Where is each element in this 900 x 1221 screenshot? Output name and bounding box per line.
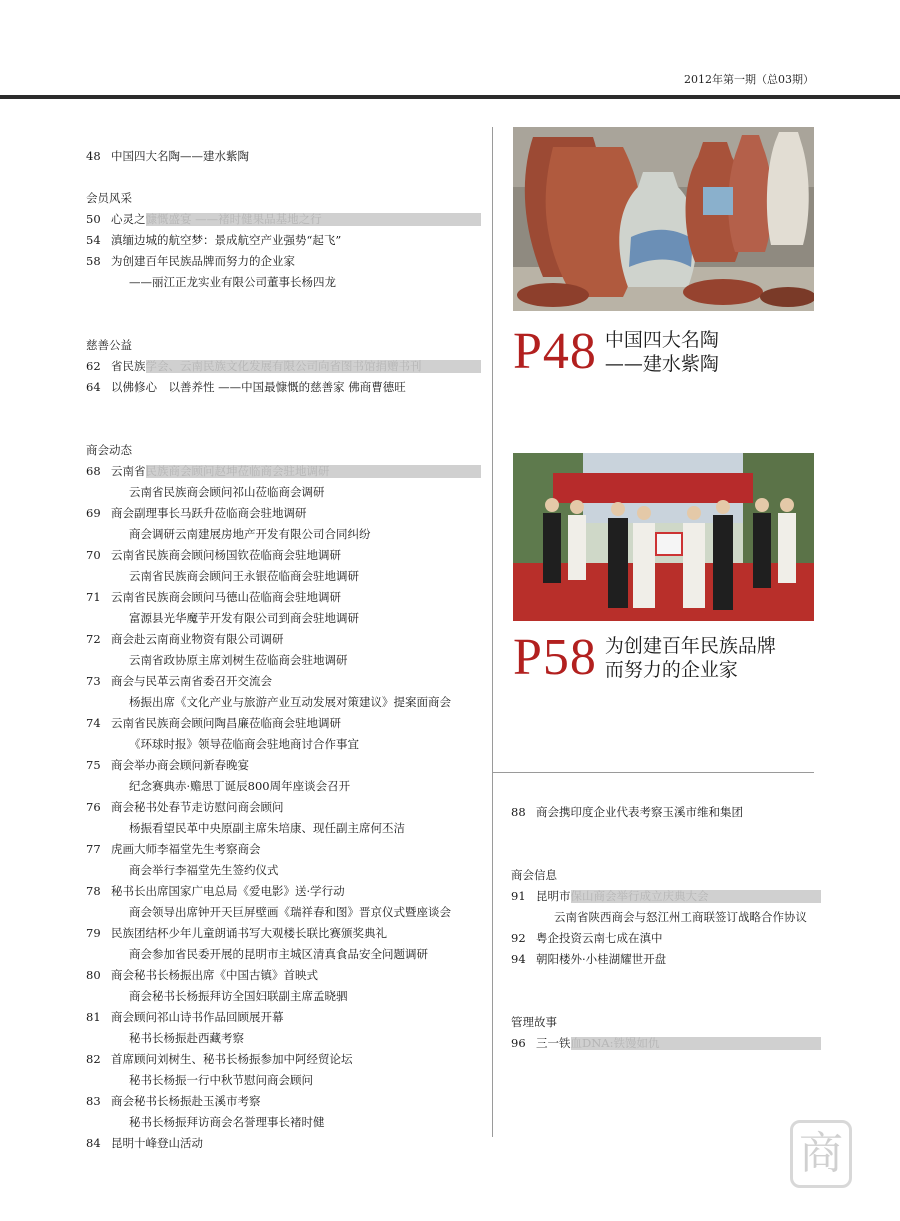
toc-page-number: 83 bbox=[86, 1094, 101, 1108]
toc-entry[interactable] bbox=[86, 377, 481, 398]
toc-page-number: 71 bbox=[86, 590, 101, 604]
feature-page-number: P48 bbox=[513, 323, 597, 380]
toc-page-number: 72 bbox=[86, 632, 101, 646]
toc-subentry[interactable]: 商会领导出席钟开天巨屏壁画《瑞祥春和图》晋京仪式暨座谈会 bbox=[129, 905, 451, 919]
toc-entry-title: 朝阳楼外·小桂湖耀世开盘 bbox=[536, 952, 667, 966]
toc-page-number: 91 bbox=[511, 889, 526, 903]
toc-entry-title: 粤企投资云南七成在滇中 bbox=[536, 931, 663, 945]
feature-title-line2: 而努力的企业家 bbox=[604, 659, 738, 681]
toc-subentry[interactable]: 富源县光华魔芋开发有限公司到商会驻地调研 bbox=[129, 611, 359, 625]
toc-entry[interactable] bbox=[86, 146, 481, 167]
toc-left-column bbox=[86, 146, 481, 1154]
toc-subentry[interactable]: 秘书长杨振赴西藏考察 bbox=[129, 1031, 244, 1045]
toc-page-number: 54 bbox=[86, 233, 101, 247]
toc-entry-title: 商会副理事长马跃升莅临商会驻地调研 bbox=[111, 506, 307, 520]
toc-spacer bbox=[86, 293, 481, 314]
toc-entry[interactable] bbox=[86, 1049, 481, 1070]
toc-page-number: 96 bbox=[511, 1036, 526, 1050]
toc-entry[interactable] bbox=[86, 209, 481, 230]
toc-subentry[interactable]: ——丽江正龙实业有限公司董事长杨四龙 bbox=[129, 275, 336, 289]
toc-page-number: 81 bbox=[86, 1010, 101, 1024]
toc-section-heading: 慈善公益 bbox=[86, 338, 132, 352]
obscured-text: 学会、云南民族文化发展有限公司向省图书馆捐赠书刊 bbox=[145, 359, 422, 373]
toc-page-number: 73 bbox=[86, 674, 101, 688]
toc-entry[interactable] bbox=[511, 949, 821, 970]
toc-page-number: 79 bbox=[86, 926, 101, 940]
toc-section-heading: 商会信息 bbox=[511, 868, 557, 882]
toc-entry[interactable] bbox=[86, 230, 481, 251]
toc-entry-title: 商会携印度企业代表考察玉溪市维和集团 bbox=[536, 805, 743, 819]
toc-subentry[interactable]: 云南省民族商会顾问祁山莅临商会调研 bbox=[129, 485, 325, 499]
toc-entry-title: 商会秘书长杨振出席《中国古镇》首映式 bbox=[111, 968, 318, 982]
toc-entry[interactable] bbox=[86, 839, 481, 860]
group-photo bbox=[513, 453, 814, 621]
toc-entry-title: 首席顾问刘树生、秘书长杨振参加中阿经贸论坛 bbox=[111, 1052, 353, 1066]
feature-p48[interactable] bbox=[513, 323, 719, 380]
toc-entry-title: 心灵之 bbox=[111, 212, 146, 226]
toc-entry[interactable] bbox=[86, 356, 481, 377]
toc-page-number: 77 bbox=[86, 842, 101, 856]
toc-entry[interactable] bbox=[86, 545, 481, 566]
toc-spacer bbox=[511, 823, 821, 844]
toc-entry[interactable] bbox=[86, 1091, 481, 1112]
toc-page-number: 70 bbox=[86, 548, 101, 562]
toc-subentry[interactable]: 秘书长杨振一行中秋节慰问商会顾问 bbox=[129, 1073, 313, 1087]
toc-page-number: 78 bbox=[86, 884, 101, 898]
pottery-photo bbox=[513, 127, 814, 311]
toc-right-column bbox=[511, 802, 821, 1054]
toc-spacer bbox=[86, 398, 481, 419]
toc-page-number: 94 bbox=[511, 952, 526, 966]
toc-subentry[interactable]: 云南省陕西商会与怒江州工商联签订战略合作协议 bbox=[554, 910, 807, 924]
toc-spacer bbox=[511, 970, 821, 991]
toc-entry-title: 虎画大师李福堂先生考察商会 bbox=[111, 842, 261, 856]
obscured-text: 保山商会举行成立庆典大会 bbox=[570, 889, 709, 903]
toc-entry-title: 商会秘书处春节走访慰问商会顾问 bbox=[111, 800, 284, 814]
toc-entry-title-obscured bbox=[146, 356, 482, 377]
toc-entry[interactable] bbox=[511, 802, 821, 823]
feature-p58[interactable] bbox=[513, 629, 776, 686]
toc-page-number: 64 bbox=[86, 380, 101, 394]
toc-entry-title: 省民族 bbox=[111, 359, 146, 373]
toc-subentry[interactable]: 纪念赛典赤·赡思丁诞辰800周年座谈会召开 bbox=[129, 779, 351, 793]
toc-subentry[interactable]: 商会参加省民委开展的昆明市主城区清真食品安全问题调研 bbox=[129, 947, 428, 961]
toc-page-number: 48 bbox=[86, 149, 101, 163]
toc-entry[interactable] bbox=[86, 587, 481, 608]
toc-page-number: 62 bbox=[86, 359, 101, 373]
chamber-seal-logo bbox=[790, 1120, 852, 1188]
toc-page-number: 92 bbox=[511, 931, 526, 945]
toc-entry-title: 昆明十峰登山活动 bbox=[111, 1136, 203, 1150]
toc-entry[interactable] bbox=[86, 965, 481, 986]
toc-entry[interactable] bbox=[86, 629, 481, 650]
toc-entry[interactable] bbox=[86, 461, 481, 482]
toc-entry-title-obscured bbox=[571, 1033, 822, 1054]
toc-entry-title: 滇缅边城的航空梦：景成航空产业强势“起飞” bbox=[111, 233, 342, 247]
toc-entry-title-obscured bbox=[146, 461, 482, 482]
toc-entry[interactable] bbox=[511, 886, 821, 907]
feature-page-number: P58 bbox=[513, 629, 597, 686]
toc-entry-title: 云南省 bbox=[111, 464, 146, 478]
toc-subentry[interactable]: 云南省政协原主席刘树生莅临商会驻地调研 bbox=[129, 653, 348, 667]
toc-entry[interactable] bbox=[86, 503, 481, 524]
toc-subentry[interactable]: 云南省民族商会顾问王永银莅临商会驻地调研 bbox=[129, 569, 359, 583]
toc-entry-title: 商会顾问祁山诗书作品回顾展开幕 bbox=[111, 1010, 284, 1024]
toc-entry-title-obscured bbox=[571, 886, 822, 907]
toc-entry-title: 中国四大名陶——建水紫陶 bbox=[111, 149, 249, 163]
toc-subentry[interactable]: 商会举行李福堂先生签约仪式 bbox=[129, 863, 279, 877]
feature-title-line2: ——建水紫陶 bbox=[604, 353, 719, 375]
toc-entry-title: 秘书长出席国家广电总局《爱电影》送·学行动 bbox=[111, 884, 345, 898]
obscured-text: 血DNA:铁馒如仇 bbox=[570, 1036, 660, 1050]
obscured-text: 慷慨盛宴 ——褚时健果品基地之行 bbox=[145, 212, 322, 226]
toc-entry[interactable] bbox=[86, 251, 481, 272]
toc-entry[interactable] bbox=[86, 671, 481, 692]
toc-entry[interactable] bbox=[86, 923, 481, 944]
toc-entry[interactable] bbox=[511, 1033, 821, 1054]
toc-subentry[interactable]: 杨振出席《文化产业与旅游产业互动发展对策建议》提案面商会 bbox=[129, 695, 451, 709]
toc-page-number: 69 bbox=[86, 506, 101, 520]
toc-entry[interactable] bbox=[86, 1133, 481, 1154]
toc-section-heading: 管理故事 bbox=[511, 1015, 557, 1029]
toc-subentry[interactable]: 秘书长杨振拜访商会名誉理事长褚时健 bbox=[129, 1115, 325, 1129]
toc-page-number: 58 bbox=[86, 254, 101, 268]
toc-page-number: 84 bbox=[86, 1136, 101, 1150]
toc-page-number: 50 bbox=[86, 212, 101, 226]
toc-subentry[interactable]: 商会秘书长杨振拜访全国妇联副主席孟晓驷 bbox=[129, 989, 348, 1003]
group-illustration bbox=[513, 453, 814, 621]
toc-entry-title: 云南省民族商会顾问马德山莅临商会驻地调研 bbox=[111, 590, 341, 604]
toc-section-heading: 商会动态 bbox=[86, 443, 132, 457]
toc-entry-title: 商会秘书长杨振赴玉溪市考察 bbox=[111, 1094, 261, 1108]
toc-section-heading: 会员风采 bbox=[86, 191, 132, 205]
toc-entry[interactable] bbox=[86, 713, 481, 734]
column-divider bbox=[492, 127, 493, 1137]
toc-subentry[interactable]: 《环球时报》领导莅临商会驻地商讨合作事宜 bbox=[129, 737, 359, 751]
toc-page-number: 80 bbox=[86, 968, 101, 982]
toc-page-number: 82 bbox=[86, 1052, 101, 1066]
issue-label: 2012年第一期（总03期） bbox=[684, 73, 814, 86]
toc-page-number: 88 bbox=[511, 805, 526, 819]
right-column-rule bbox=[492, 772, 814, 773]
seal-glyph: 商 bbox=[799, 1128, 843, 1179]
toc-subentry[interactable]: 商会调研云南建展房地产开发有限公司合同纠纷 bbox=[129, 527, 371, 541]
feature-title-line1: 中国四大名陶 bbox=[604, 329, 719, 351]
toc-page-number: 76 bbox=[86, 800, 101, 814]
toc-entry-title: 民族团结杯少年儿童朗诵书写大观楼长联比赛颁奖典礼 bbox=[111, 926, 387, 940]
toc-entry[interactable] bbox=[86, 881, 481, 902]
toc-entry-title: 云南省民族商会顾问杨国钦莅临商会驻地调研 bbox=[111, 548, 341, 562]
toc-entry-title: 商会与民革云南省委召开交流会 bbox=[111, 674, 272, 688]
feature-title-line1: 为创建百年民族品牌 bbox=[604, 635, 776, 657]
toc-entry-title: 昆明市 bbox=[536, 889, 571, 903]
pottery-illustration bbox=[513, 127, 814, 311]
toc-entry-title: 三一铁 bbox=[536, 1036, 571, 1050]
toc-subentry[interactable]: 杨振看望民革中央原副主席朱培康、现任副主席何丕洁 bbox=[129, 821, 405, 835]
toc-entry-title: 商会赴云南商业物资有限公司调研 bbox=[111, 632, 284, 646]
toc-page-number: 74 bbox=[86, 716, 101, 730]
toc-entry[interactable] bbox=[86, 1007, 481, 1028]
toc-entry-title: 为创建百年民族品牌而努力的企业家 bbox=[111, 254, 295, 268]
obscured-text: 民族商会顾问赵坤莅临商会驻地调研 bbox=[145, 464, 330, 478]
toc-page-number: 68 bbox=[86, 464, 101, 478]
toc-entry[interactable] bbox=[511, 928, 821, 949]
toc-entry-title: 商会举办商会顾问新春晚宴 bbox=[111, 758, 249, 772]
toc-entry-title: 以佛修心 以善养性 ——中国最慷慨的慈善家 佛商曹德旺 bbox=[111, 380, 406, 394]
toc-entry-title-obscured bbox=[146, 209, 482, 230]
toc-entry[interactable] bbox=[86, 755, 481, 776]
toc-page-number: 75 bbox=[86, 758, 101, 772]
toc-entry-title: 云南省民族商会顾问陶昌廉莅临商会驻地调研 bbox=[111, 716, 341, 730]
toc-entry[interactable] bbox=[86, 797, 481, 818]
header-rule bbox=[0, 95, 900, 99]
